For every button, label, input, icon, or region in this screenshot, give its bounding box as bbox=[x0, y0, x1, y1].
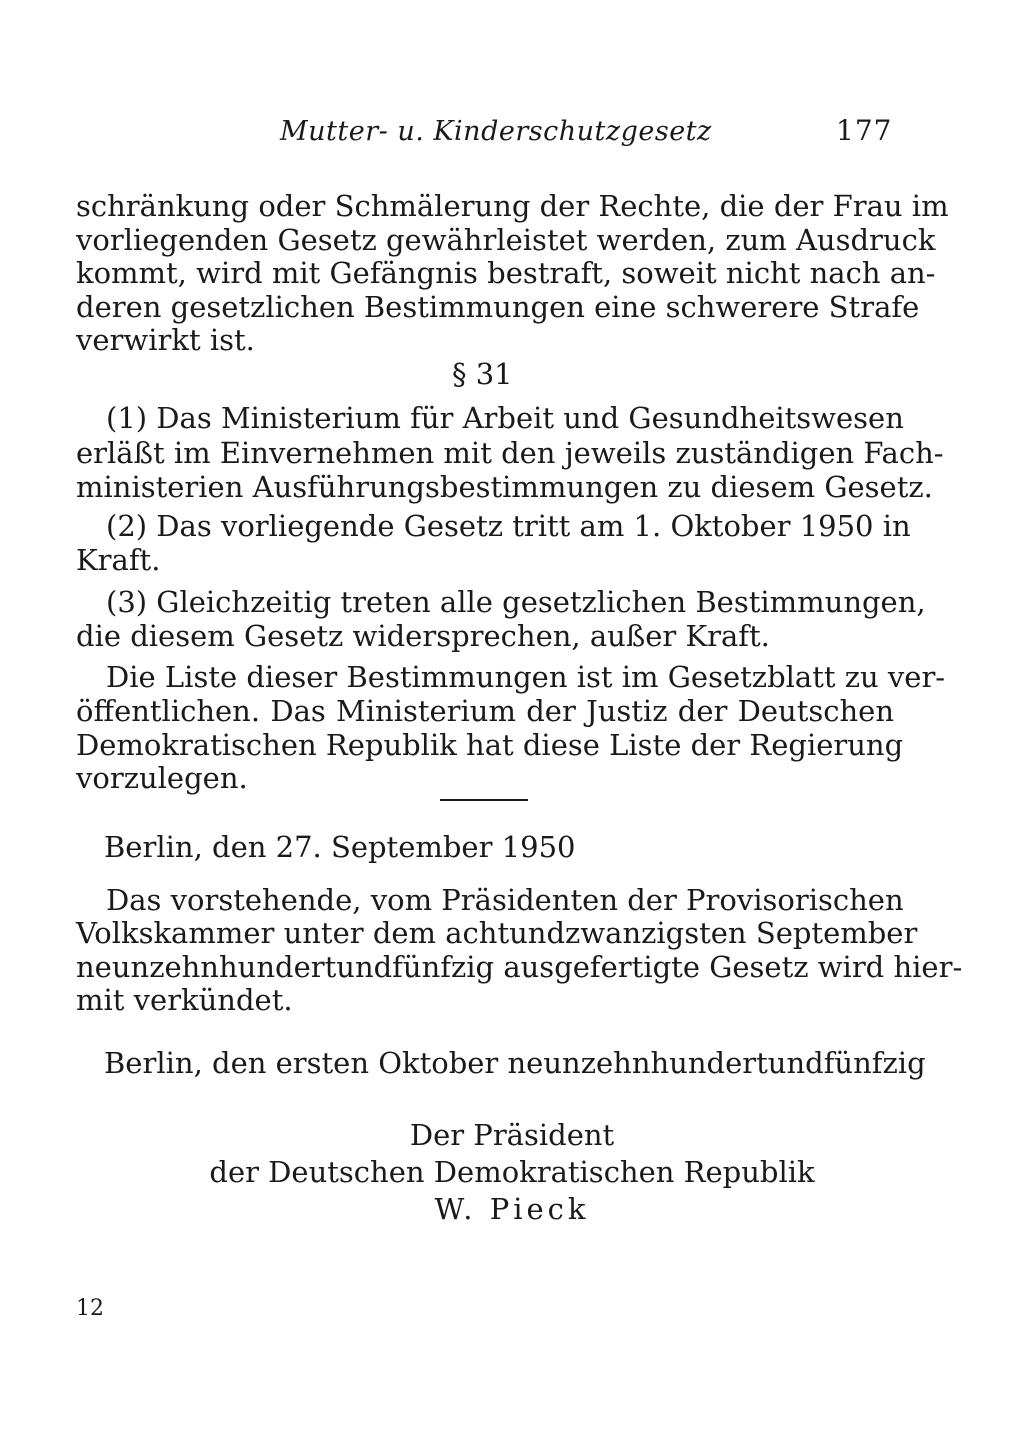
text-line: kommt, wird mit Gefängnis bestraft, soweit nicht nach an- bbox=[76, 256, 936, 290]
text-line: neunzehnhundertundfünfzig ausgefertigte Gesetz wird hier- bbox=[76, 950, 963, 984]
text-line: Das vorstehende, vom Präsidenten der Provisorischen bbox=[106, 883, 904, 917]
text-line: öffentlichen. Das Ministerium der Justiz der Deutschen bbox=[76, 694, 894, 728]
text-line: mit verkündet. bbox=[76, 983, 293, 1017]
printer-signature-mark: 12 bbox=[76, 1296, 104, 1321]
signatory-name: W. Pieck bbox=[434, 1192, 590, 1226]
text-line: vorliegenden Gesetz gewährleistet werden, zum Ausdruck bbox=[76, 223, 936, 257]
section-divider bbox=[440, 799, 528, 801]
text-line: Die Liste dieser Bestimmungen ist im Gesetzblatt zu ver- bbox=[106, 660, 946, 694]
text-line: erläßt im Einvernehmen mit den jeweils zuständigen Fach- bbox=[76, 436, 944, 470]
text-line: Kraft. bbox=[76, 543, 161, 577]
text-line: Volkskammer unter dem achtundzwanzigsten September bbox=[76, 916, 918, 950]
text-line: schränkung oder Schmälerung der Rechte, die der Frau im bbox=[76, 189, 949, 223]
text-line: deren gesetzlichen Bestimmungen eine schwerere Strafe bbox=[76, 290, 920, 324]
text-line: ministerien Ausführungsbestimmungen zu diesem Gesetz. bbox=[76, 470, 933, 504]
signatory-office: der Deutschen Demokratischen Republik bbox=[209, 1155, 815, 1189]
text-line: Demokratischen Republik hat diese Liste der Regierung bbox=[76, 728, 904, 762]
section-heading: § 31 bbox=[452, 357, 513, 391]
text-line: vorzulegen. bbox=[76, 761, 248, 795]
running-title: Mutter- u. Kinderschutzgesetz bbox=[280, 116, 712, 147]
text-line: (2) Das vorliegende Gesetz tritt am 1. Oktober 1950 in bbox=[106, 509, 911, 543]
text-line: verwirkt ist. bbox=[76, 323, 255, 357]
text-line: (3) Gleichzeitig treten alle gesetzlichen Bestimmungen, bbox=[106, 585, 926, 619]
text-line: die diesem Gesetz widersprechen, außer Kraft. bbox=[76, 619, 770, 653]
text-line: (1) Das Ministerium für Arbeit und Gesundheitswesen bbox=[106, 401, 904, 435]
signatory-title: Der Präsident bbox=[409, 1118, 615, 1152]
page-number: 177 bbox=[836, 114, 893, 147]
promulgation-line: Berlin, den ersten Oktober neunzehnhundertundfünfzig bbox=[104, 1046, 926, 1080]
date-line: Berlin, den 27. September 1950 bbox=[104, 830, 576, 864]
